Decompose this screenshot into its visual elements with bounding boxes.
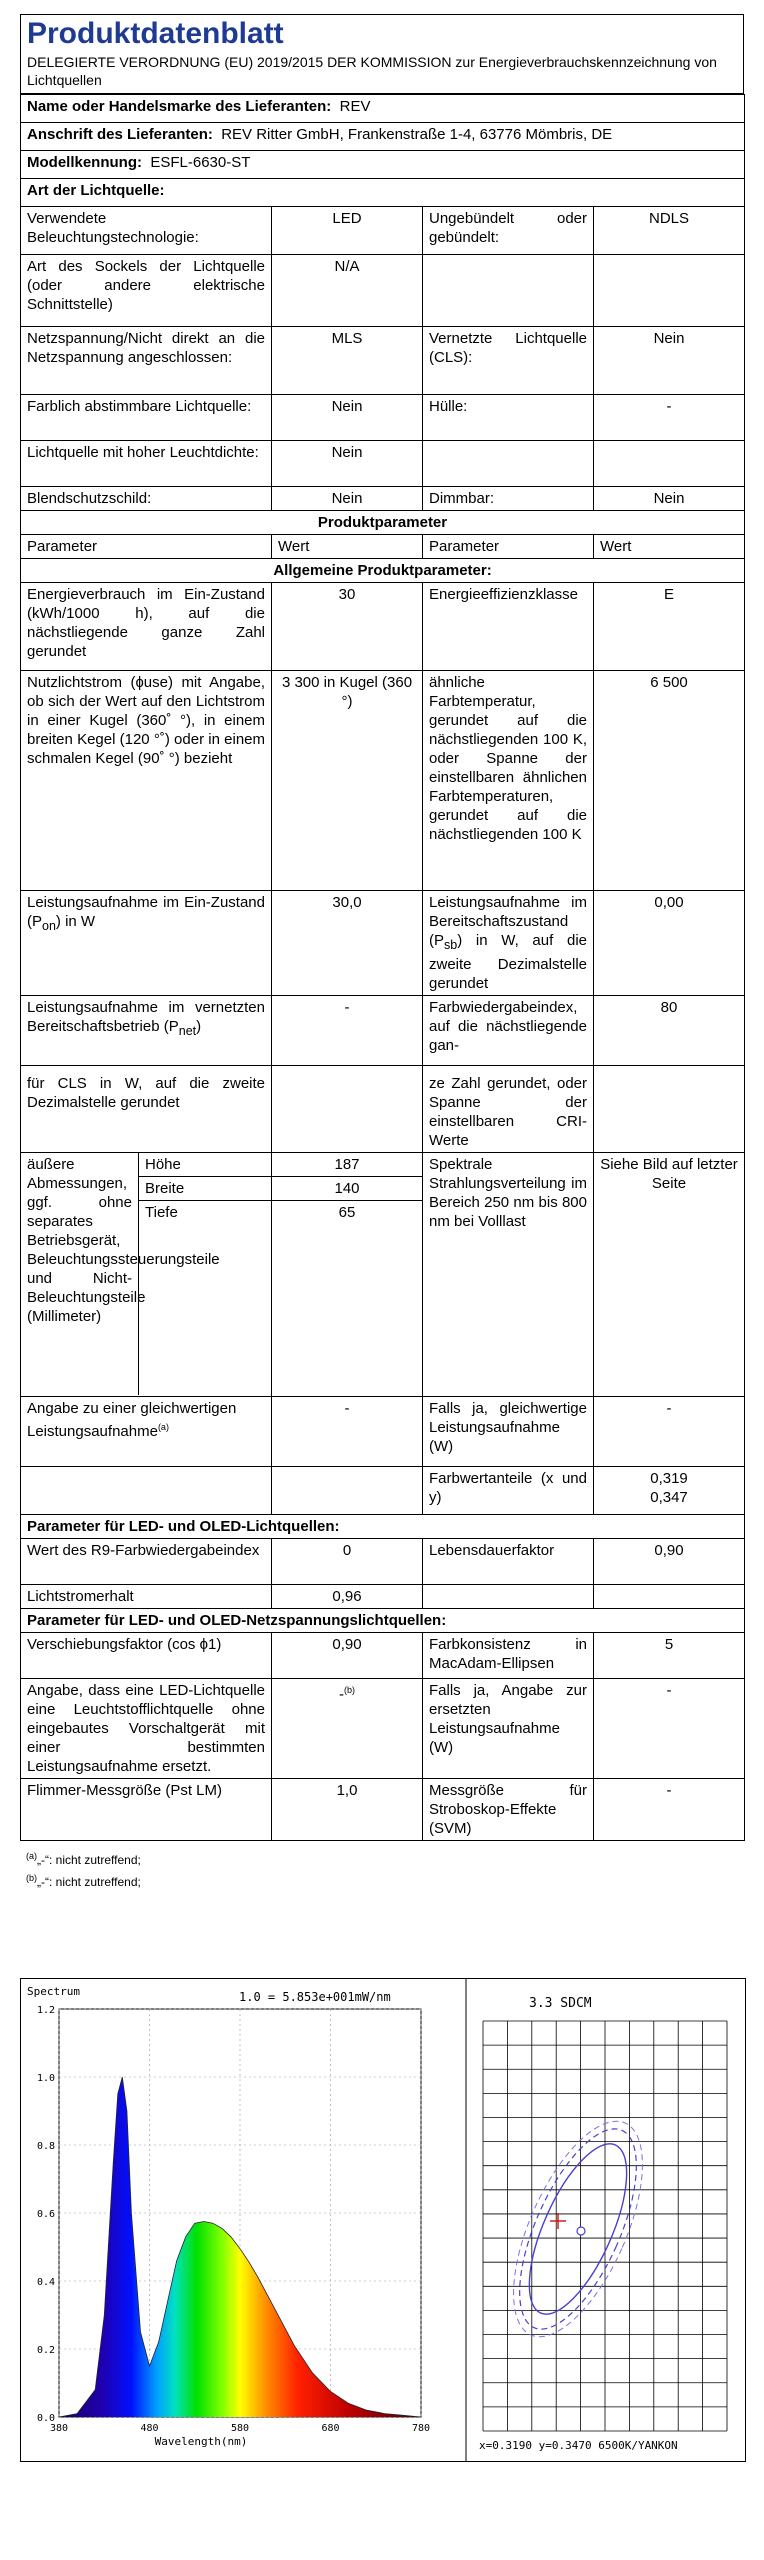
general-params-section-row: [21, 559, 745, 583]
flicker-label: Flimmer-Messgröße (Pst LM): [21, 1779, 272, 1841]
led-params-section-row: [21, 1515, 745, 1539]
empty-cell: [21, 1467, 272, 1515]
energy-class-value: E: [594, 583, 745, 671]
directional-value: NDLS: [594, 207, 745, 255]
supplier-address-value: REV Ritter GmbH, Frankenstraße 1-4, 63776 Mömbris, DE: [221, 126, 613, 143]
networked-standby-label-continued: für CLS in W, auf die zweite Dezimalstelle gerundet: [21, 1066, 272, 1153]
empty-cell: [594, 1066, 745, 1153]
macadam-ellipses: [487, 2104, 669, 2355]
column-header-row: [21, 535, 745, 559]
mains-label: Netzspannung/Nicht direkt an die Netzspannung angeschlossen:: [21, 327, 272, 395]
equivalent-power-value: -: [272, 1397, 423, 1467]
cri-label: Farbwiedergabeindex, auf die nächstliegende gan-: [423, 996, 594, 1066]
dimension-values: [272, 1153, 423, 1397]
measured-point: [577, 2227, 585, 2235]
col-header-value: Wert: [594, 535, 745, 559]
empty-cell: [272, 1066, 423, 1153]
light-source-row: [21, 487, 745, 511]
empty-cell: [423, 441, 594, 487]
technology-value: LED: [272, 207, 423, 255]
dimension-names: [139, 1153, 271, 1395]
param-row: [21, 996, 745, 1066]
equivalent-power-w-value: -: [594, 1397, 745, 1467]
replacement-claim-value: -$^{(b)}$: [272, 1679, 423, 1779]
lifetime-factor-value: 0,90: [594, 1539, 745, 1585]
sdcm-grid: [483, 2021, 727, 2431]
energy-class-label: Energieeffizienzklasse: [423, 583, 594, 671]
luminous-flux-label: Nutzlichtstrom (ɸuse) mit Angabe, ob sich der Wert auf den Lichtstrom in einer Kugel (360˚ °), in einem breiten Kegel (120 °˚) oder in einem schmalen Kegel (90˚ °) bezieht: [21, 671, 272, 891]
param-row: [21, 891, 745, 996]
displacement-factor-label: Verschiebungsfaktor (cos ϕ1): [21, 1633, 272, 1679]
replaced-power-label: Falls ja, Angabe zur ersetzten Leistungsaufnahme (W): [423, 1679, 594, 1779]
equivalent-power-label: Angabe zu einer gleichwertigen Leistungsaufnahme$^{(a)}$: [21, 1397, 272, 1467]
model-row: [21, 151, 745, 179]
spectrum-y-tick-label: 0.8: [36, 2141, 55, 2152]
dimmable-label: Dimmbar:: [423, 487, 594, 511]
color-temperature-label: ähnliche Farbtemperatur, gerundet auf die nächstliegenden 100 K, oder Spanne der einstellbaren ähnlichen Farbtemperaturen, gerundet auf die nächstliegenden 100 K: [423, 671, 594, 891]
spectrum-xlabel: Wavelength(nm): [154, 2435, 248, 2448]
footnotes: [20, 1847, 744, 1891]
r9-value: 0: [272, 1539, 423, 1585]
param-row: [21, 1539, 745, 1585]
mains-params-section-row: [21, 1609, 745, 1633]
light-source-section-title: Art der Lichtquelle:: [21, 179, 745, 207]
param-row: [21, 1679, 745, 1779]
cri-value: 80: [594, 996, 745, 1066]
networked-standby-label: Leistungsaufnahme im vernetzten Bereitschaftsbetrieb $(P_{net})$: [21, 996, 272, 1066]
high-luminance-label: Lichtquelle mit hoher Leuchtdichte:: [21, 441, 272, 487]
supplier-name-label: Name oder Handelsmarke des Lieferanten:: [27, 98, 332, 115]
replaced-power-value: -: [594, 1679, 745, 1779]
high-luminance-value: Nein: [272, 441, 423, 487]
page-title: Produktdatenblatt: [27, 17, 284, 50]
r9-label: Wert des R9-Farbwiedergabeindex: [21, 1539, 272, 1585]
product-params-section-row: [21, 511, 745, 535]
spectral-distribution-value: Siehe Bild auf letzter Seite: [594, 1153, 745, 1397]
flicker-value: 1,0: [272, 1779, 423, 1841]
figures-svg: [21, 1979, 745, 2461]
energy-consumption-value: 30: [272, 583, 423, 671]
general-params-title: Allgemeine Produktparameter:: [21, 559, 745, 583]
param-row: [21, 671, 745, 891]
mains-value: MLS: [272, 327, 423, 395]
spectral-distribution-label: Spektrale Strahlungsverteilung im Bereich 250 nm bis 800 nm bei Volllast: [423, 1153, 594, 1397]
spectrum-y-tick-label: 0.2: [36, 2345, 55, 2356]
svm-value: -: [594, 1779, 745, 1841]
product-params-title: Produktparameter: [21, 511, 745, 535]
antiglare-value: Nein: [272, 487, 423, 511]
spectrum-x-tick-label: 480: [140, 2423, 159, 2434]
spectrum-area: [59, 2077, 421, 2417]
empty-cell: [594, 441, 745, 487]
svm-label: Messgröße für Stroboskop-Effekte (SVM): [423, 1779, 594, 1841]
technology-label: Verwendete Beleuchtungstechnologie:: [21, 207, 272, 255]
lumen-maintenance-label: Lichtstromerhalt: [21, 1585, 272, 1609]
cls-value: Nein: [594, 327, 745, 395]
tunable-label: Farblich abstimmbare Lichtquelle:: [21, 395, 272, 441]
footnote-b: $^{(b)}$„-“: nicht zutreffend;: [26, 1873, 141, 1889]
spectrum-title: Spectrum: [27, 1985, 80, 1998]
lifetime-factor-label: Lebensdauerfaktor: [423, 1539, 594, 1585]
col-header-parameter: Parameter: [423, 535, 594, 559]
macadam-label: Farbkonsistenz in MacAdam-Ellipsen: [423, 1633, 594, 1679]
spectrum-y-tick-label: 1.2: [36, 2005, 55, 2016]
spectrum-x-tick-label: 380: [49, 2423, 69, 2434]
dimensions-label: äußere Abmessungen, ggf. ohne separates Betriebsgerät, Beleuchtungssteuerungsteile und Nicht-Beleuchtungsteile (Millimeter): [21, 1153, 139, 1395]
spectrum-x-tick-label: 780: [411, 2423, 431, 2434]
datasheet-table: [20, 94, 745, 1841]
empty-cell: [423, 255, 594, 327]
energy-consumption-label: Energieverbrauch im Ein-Zustand (kWh/1000 h), auf die nächstliegende ganze Zahl gerundet: [21, 583, 272, 671]
dimension-width-label: Breite: [139, 1177, 271, 1201]
regulation-subtitle: DELEGIERTE VERORDNUNG (EU) 2019/2015 DER KOMMISSION zur Energieverbrauchskennzeichnung von Lichtquellen: [27, 54, 717, 88]
footnote-a: $^{(a)}$„-“: nicht zutreffend;: [26, 1851, 141, 1867]
spectrum-annotation: 1.0 = 5.853e+001mW/nm: [239, 1990, 391, 2004]
empty-cell: [423, 1585, 594, 1609]
mains-params-title: Parameter für LED- und OLED-Netzspannungslichtquellen:: [21, 1609, 745, 1633]
param-row: [21, 1633, 745, 1679]
tunable-value: Nein: [272, 395, 423, 441]
spectrum-y-tick-label: 1.0: [36, 2073, 55, 2084]
supplier-address-row: [21, 123, 745, 151]
equivalent-power-w-label: Falls ja, gleichwertige Leistungsaufnahme (W): [423, 1397, 594, 1467]
replacement-claim-label: Angabe, dass eine LED-Lichtquelle eine Leuchtstofflichtquelle ohne eingebautes Vorschaltgerät mit einer bestimmten Leistungsaufnahme ersetzt.: [21, 1679, 272, 1779]
header-box: [20, 14, 744, 94]
empty-cell: [594, 255, 745, 327]
spectrum-y-tick-label: 0.6: [36, 2209, 55, 2220]
macadam-value: 5: [594, 1633, 745, 1679]
led-params-title: Parameter für LED- und OLED-Lichtquellen:: [21, 1515, 745, 1539]
model-label: Modellkennung:: [27, 154, 142, 171]
sdcm-title: 3.3 SDCM: [529, 1996, 592, 2011]
param-row: [21, 1585, 745, 1609]
param-row-continued: [21, 1066, 745, 1153]
light-source-row: [21, 441, 745, 487]
light-source-section-row: [21, 179, 745, 207]
lumen-maintenance-value: 0,96: [272, 1585, 423, 1609]
chromaticity-values: [594, 1467, 745, 1515]
supplier-address-label: Anschrift des Lieferanten:: [27, 126, 213, 143]
light-source-row: [21, 207, 745, 255]
sdcm-caption: x=0.3190 y=0.3470 6500K/YANKON: [479, 2439, 678, 2452]
on-mode-power-value: 30,0: [272, 891, 423, 996]
spectrum-x-tick-label: 680: [321, 2423, 340, 2434]
dimension-height-value: 187: [272, 1153, 422, 1177]
light-source-row: [21, 255, 745, 327]
dimension-depth-value: 65: [338, 1204, 356, 1221]
chromaticity-x: 0,319: [650, 1470, 688, 1487]
envelope-value: -: [594, 395, 745, 441]
directional-label: Ungebündelt oder gebündelt:: [423, 207, 594, 255]
luminous-flux-value: 3 300 in Kugel (360 °): [272, 671, 423, 891]
supplier-name-row: [21, 95, 745, 123]
light-source-row: [21, 395, 745, 441]
light-source-row: [21, 327, 745, 395]
chromaticity-y: 0,347: [650, 1489, 688, 1506]
cls-label: Vernetzte Lichtquelle (CLS):: [423, 327, 594, 395]
col-header-value: Wert: [272, 535, 423, 559]
chromaticity-label: Farbwertanteile (x und y): [423, 1467, 594, 1515]
param-row: [21, 1153, 745, 1397]
networked-standby-value: -: [272, 996, 423, 1066]
dimension-depth-label: Tiefe: [145, 1204, 178, 1221]
param-row: [21, 1779, 745, 1841]
cri-label-continued: ze Zahl gerundet, oder Spanne der einstellbaren CRI-Werte: [423, 1066, 594, 1153]
dimension-height-label: Höhe: [139, 1153, 271, 1177]
col-header-parameter: Parameter: [21, 535, 272, 559]
cap-type-label: Art des Sockels der Lichtquelle (oder andere elektrische Schnittstelle): [21, 255, 272, 327]
color-temperature-value: 6 500: [594, 671, 745, 891]
supplier-name-value: REV: [339, 98, 371, 115]
spectrum-x-tick-label: 580: [230, 2423, 250, 2434]
standby-power-value: 0,00: [594, 891, 745, 996]
param-row: [21, 1467, 745, 1515]
model-value: ESFL-6630-ST: [150, 154, 251, 171]
spectrum-y-tick-label: 0.4: [36, 2277, 55, 2288]
dimension-width-value: 140: [272, 1177, 422, 1201]
empty-cell: [594, 1585, 745, 1609]
param-row: [21, 583, 745, 671]
displacement-factor-value: 0,90: [272, 1633, 423, 1679]
standby-power-label: Leistungsaufnahme im Bereitschaftszustand $(P_{sb})$ in W, auf die zweite Dezimalstelle gerundet: [423, 891, 594, 996]
empty-cell: [272, 1467, 423, 1515]
envelope-label: Hülle:: [423, 395, 594, 441]
measurement-figures: [20, 1978, 746, 2462]
param-row: [21, 1397, 745, 1467]
dimmable-value: Nein: [594, 487, 745, 511]
dimensions-cell: [21, 1153, 272, 1397]
spectrum-y-tick-label: 0.0: [36, 2413, 55, 2424]
antiglare-label: Blendschutzschild:: [21, 487, 272, 511]
on-mode-power-label: Leistungsaufnahme im Ein-Zustand $(P_{on})$ in W: [21, 891, 272, 996]
cap-type-value: N/A: [272, 255, 423, 327]
